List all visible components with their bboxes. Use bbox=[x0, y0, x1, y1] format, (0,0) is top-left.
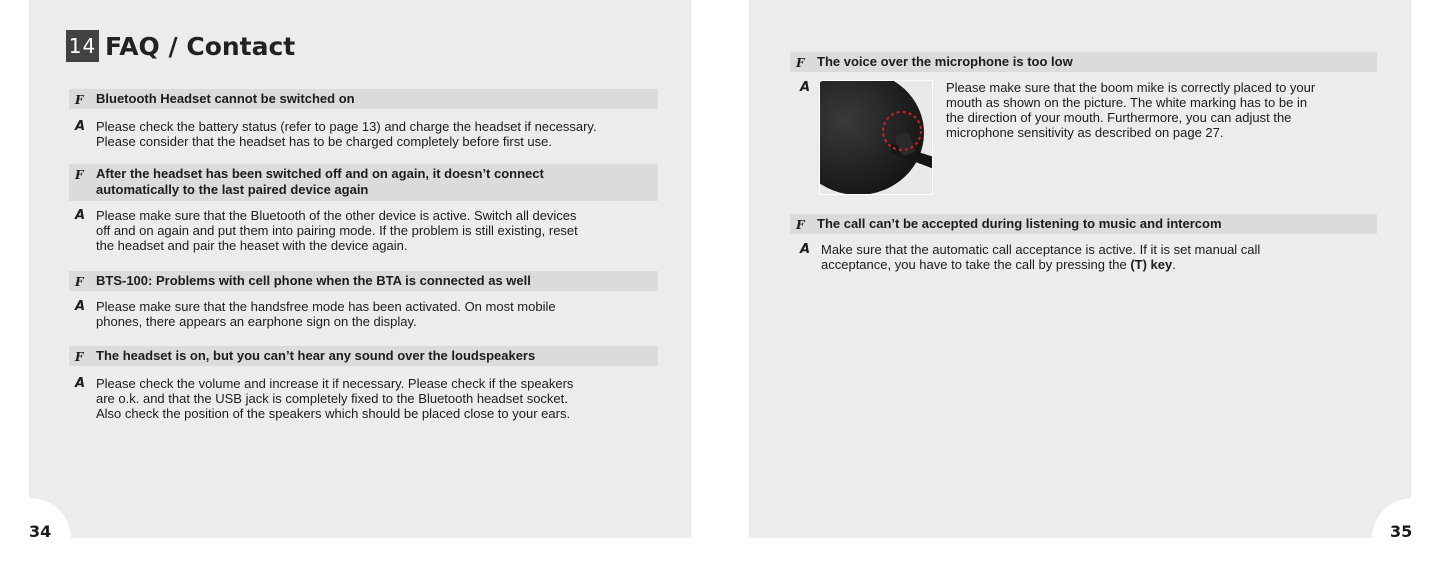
answer-marker-icon: A bbox=[75, 119, 86, 134]
question-marker-icon: F bbox=[75, 168, 84, 182]
answer-line: Make sure that the automatic call acceptance is active. If it is set manual call bbox=[821, 242, 1261, 257]
faq-answer bbox=[946, 80, 1371, 140]
answer-line: Please make sure that the Bluetooth of the other device is active. Switch all devices bbox=[96, 208, 577, 223]
faq-question bbox=[69, 346, 658, 366]
answer-marker-icon: A bbox=[75, 299, 86, 314]
faq-question bbox=[790, 214, 1377, 234]
answer-line: off and on again and put them into pairing mode. If the problem is still existing, reset bbox=[96, 223, 578, 238]
left-page bbox=[29, 0, 691, 538]
answer-line: phones, there appears an earphone sign on the display. bbox=[96, 314, 417, 329]
answer-line: are o.k. and that the USB jack is completely fixed to the Bluetooth headset socket. bbox=[96, 391, 568, 406]
question-text: The headset is on, but you can’t hear any sound over the loudspeakers bbox=[96, 348, 536, 363]
answer-line bbox=[821, 257, 1394, 272]
question-text: The call can’t be accepted during listening to music and intercom bbox=[817, 216, 1222, 231]
chapter-title: FAQ / Contact bbox=[105, 31, 296, 61]
page-number-left: 34 bbox=[29, 522, 52, 541]
answer-line: Please consider that the headset has to be charged completely before first use. bbox=[96, 134, 552, 149]
answer-line: microphone sensitivity as described on page 27. bbox=[946, 125, 1224, 140]
faq-question bbox=[69, 164, 658, 201]
faq-question bbox=[69, 271, 658, 291]
question-text: automatically to the last paired device again bbox=[96, 182, 369, 197]
answer-line: Please make sure that the boom mike is correctly placed to your bbox=[946, 80, 1316, 95]
faq-answer bbox=[794, 242, 1394, 272]
chapter-heading bbox=[66, 30, 295, 62]
faq-answer bbox=[69, 299, 669, 329]
answer-line: Please check the battery status (refer to page 13) and charge the headset if necessary. bbox=[96, 119, 597, 134]
question-marker-icon: F bbox=[796, 218, 805, 232]
question-marker-icon: F bbox=[75, 350, 84, 364]
answer-marker-icon: A bbox=[75, 376, 86, 391]
faq-answer bbox=[69, 119, 669, 149]
boom-mic-photo bbox=[819, 80, 933, 195]
answer-text: acceptance, you have to take the call by pressing the bbox=[821, 257, 1131, 272]
answer-marker-icon: A bbox=[800, 80, 811, 95]
faq-answer bbox=[69, 376, 669, 421]
question-marker-icon: F bbox=[796, 56, 805, 70]
question-text: The voice over the microphone is too low bbox=[817, 54, 1073, 69]
faq-question bbox=[790, 52, 1377, 72]
answer-line: the headset and pair the heaset with the device again. bbox=[96, 238, 408, 253]
key-label: (T) key bbox=[1130, 257, 1173, 272]
question-text: BTS-100: Problems with cell phone when the BTA is connected as well bbox=[96, 273, 531, 288]
answer-line: mouth as shown on the picture. The white marking has to be in bbox=[946, 95, 1308, 110]
question-text: After the headset has been switched off and on again, it doesn’t connect bbox=[96, 166, 544, 181]
question-marker-icon: F bbox=[75, 93, 84, 107]
answer-text: . bbox=[1172, 257, 1176, 272]
answer-marker-icon: A bbox=[800, 242, 811, 257]
question-marker-icon: F bbox=[75, 275, 84, 289]
answer-line: Please check the volume and increase it if necessary. Please check if the speakers bbox=[96, 376, 574, 391]
question-text: Bluetooth Headset cannot be switched on bbox=[96, 91, 355, 106]
answer-line: the direction of your mouth. Furthermore, you can adjust the bbox=[946, 110, 1292, 125]
answer-line: Please make sure that the handsfree mode has been activated. On most mobile bbox=[96, 299, 556, 314]
faq-question bbox=[69, 89, 658, 109]
answer-line: Also check the position of the speakers which should be placed close to your ears. bbox=[96, 406, 571, 421]
faq-answer bbox=[69, 208, 669, 253]
boom-mic-illustration bbox=[820, 81, 933, 195]
chapter-number: 14 bbox=[66, 30, 99, 62]
page-number-right: 35 bbox=[1390, 522, 1413, 541]
answer-marker-icon: A bbox=[75, 208, 86, 223]
